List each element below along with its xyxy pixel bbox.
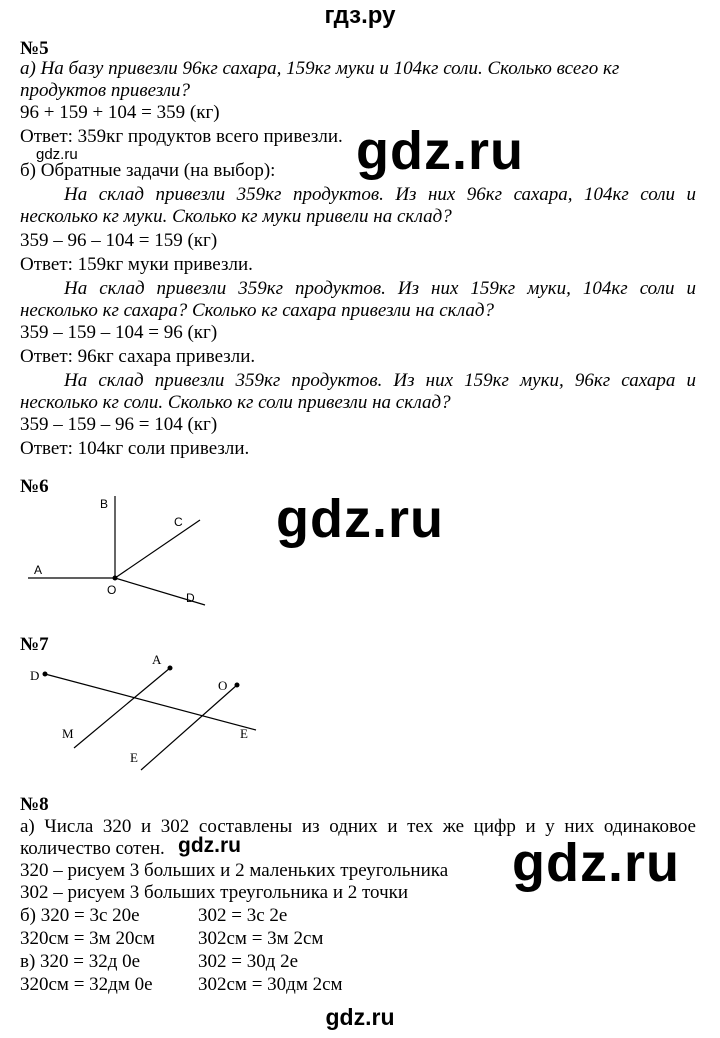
task-8-a-line1: а) Числа 320 и 302 составлены из одних и тех же цифр и у них одинаковое bbox=[20, 816, 696, 837]
task-6-angle-figure bbox=[0, 490, 260, 610]
label-o: O bbox=[107, 583, 117, 597]
task-5-problem3-calc: 359 – 159 – 96 = 104 (кг) bbox=[20, 414, 218, 435]
watermark-big: gdz.ru bbox=[356, 121, 524, 181]
label-c: C bbox=[174, 515, 183, 529]
task-5-problem3-line1: На склад привезли 359кг продуктов. Из них 159кг муки, 96кг сахара и bbox=[64, 370, 696, 391]
task-8-302-line: 302 – рисуем 3 больших треугольника и 2 точки bbox=[20, 882, 409, 903]
task-8-a-line2: количество сотен. bbox=[20, 838, 165, 859]
task-8-c-left: в) 320 = 32д 0е bbox=[20, 951, 141, 972]
label-o: O bbox=[218, 678, 228, 693]
watermark-mid: gdz.ru bbox=[178, 834, 241, 857]
task-5-a-line2: продуктов привезли? bbox=[20, 80, 191, 101]
task-5-b-intro: б) Обратные задачи (на выбор): bbox=[20, 160, 276, 181]
label-d: D bbox=[186, 591, 195, 605]
task-5-problem3-answer: Ответ: 104кг соли привезли. bbox=[20, 438, 250, 459]
task-8-b-right: 302 = 3с 2е bbox=[198, 905, 288, 926]
line-am bbox=[74, 668, 170, 748]
watermark-big: gdz.ru bbox=[276, 489, 444, 549]
label-m: M bbox=[62, 726, 74, 741]
label-a: A bbox=[34, 563, 43, 577]
task-8-320-line: 320 – рисуем 3 больших и 2 маленьких треугольника bbox=[20, 860, 449, 881]
point-o bbox=[235, 683, 240, 688]
task-8-c-right: 302 = 30д 2е bbox=[198, 951, 299, 972]
label-a: A bbox=[152, 652, 162, 667]
site-footer: gdz.ru bbox=[325, 1004, 395, 1030]
task-8-b2-right: 302см = 3м 2см bbox=[198, 928, 324, 949]
ray-oc bbox=[115, 520, 200, 578]
task-5-problem2-line2: несколько кг сахара? Сколько кг сахара привезли на склад? bbox=[20, 300, 495, 321]
site-header: гдз.ру bbox=[324, 2, 396, 29]
task-8-c2-right: 302см = 30дм 2см bbox=[198, 974, 343, 995]
label-b: B bbox=[100, 497, 109, 511]
point-a bbox=[168, 666, 173, 671]
label-e-right: E bbox=[240, 726, 248, 741]
task-5-problem1-calc: 359 – 96 – 104 = 159 (кг) bbox=[20, 230, 218, 251]
task-5-problem3-line2: несколько кг соли. Сколько кг соли привезли на склад? bbox=[20, 392, 451, 413]
task-6-number: №6 bbox=[20, 476, 49, 497]
task-5-problem1-line1: На склад привезли 359кг продуктов. Из них 96кг сахара, 104кг соли и bbox=[64, 184, 696, 205]
task-5-problem1-line2: несколько кг муки. Сколько кг муки привели на склад? bbox=[20, 206, 452, 227]
task-5-problem2-calc: 359 – 159 – 104 = 96 (кг) bbox=[20, 322, 218, 343]
task-5-problem2-line1: На склад привезли 359кг продуктов. Из них 159кг муки, 104кг соли и bbox=[64, 278, 696, 299]
label-e-left: E bbox=[130, 750, 138, 765]
task-8-c2-left: 320см = 32дм 0е bbox=[20, 974, 153, 995]
task-5-a-calc: 96 + 159 + 104 = 359 (кг) bbox=[20, 102, 220, 123]
task-5-number: №5 bbox=[20, 38, 49, 59]
task-7-lines-figure bbox=[0, 650, 270, 775]
task-8-b2-left: 320см = 3м 20см bbox=[20, 928, 155, 949]
task-5-problem2-answer: Ответ: 96кг сахара привезли. bbox=[20, 346, 256, 367]
watermark-small: gdz.ru bbox=[36, 146, 78, 163]
task-7-number: №7 bbox=[20, 634, 49, 655]
label-d: D bbox=[30, 668, 40, 683]
task-5-a-answer: Ответ: 359кг продуктов всего привезли. bbox=[20, 126, 343, 147]
line-oe bbox=[141, 685, 237, 770]
point-d bbox=[43, 672, 48, 677]
task-8-b-left: б) 320 = 3с 20е bbox=[20, 905, 140, 926]
task-5-a-line1: а) На базу привезли 96кг сахара, 159кг муки и 104кг соли. Сколько всего кг bbox=[20, 58, 620, 79]
vertex-o bbox=[113, 576, 118, 581]
task-8-number: №8 bbox=[20, 794, 49, 815]
watermark-big: gdz.ru bbox=[512, 833, 680, 893]
task-5-problem1-answer: Ответ: 159кг муки привезли. bbox=[20, 254, 253, 275]
